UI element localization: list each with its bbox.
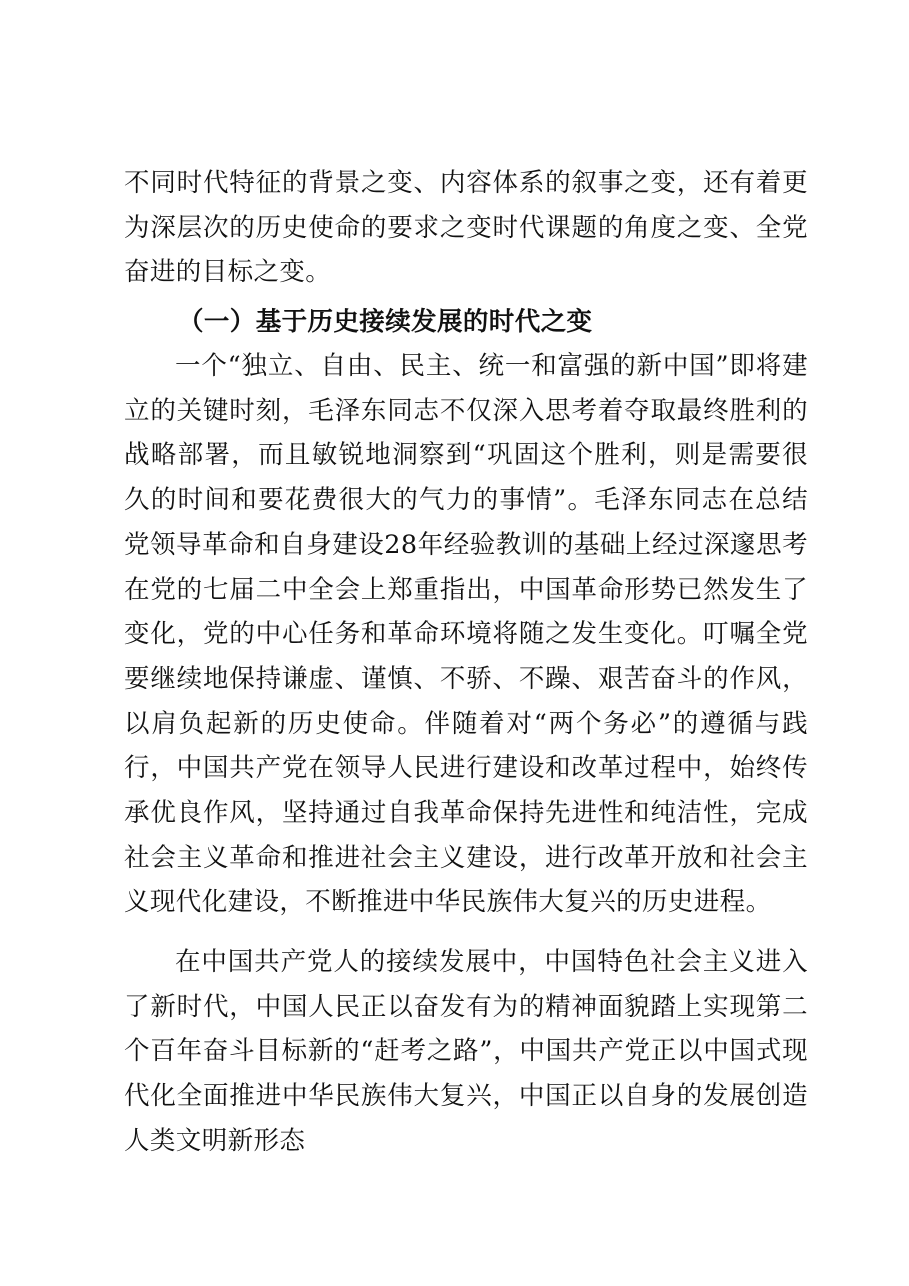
paragraph-body: 一个“独立、自由、民主、统一和富强的新中国”即将建立的关键时刻，毛泽东同志不仅深入思考着夺取最终胜利的战略部署，而且敏锐地洞察到“巩固这个胜利，则是需要很久的时间和要花费很大的气力的事情”。毛泽东同志在总结党领导革命和自身建设28年经验教训的基础上经过深邃思考在党的七届二中全会上郑重指出，中国革命形势已然发生了变化，党的中心任务和革命环境将随之发生变化。叮嘱全党要继续地保持谦虚、谨慎、不骄、不躁、艰苦奋斗的作风，以肩负起新的历史使命。伴随着对“两个务必”的遵循与践行，中国共产党在领导人民进行建设和改革过程中，始终传承优良作风，坚持通过自我革命保持先进性和纯洁性，完成社会主义革命和推进社会主义建设，进行改革开放和社会主义现代化建设，不断推进中华民族伟大复兴的历史进程。 <box>124 351 808 918</box>
section-heading: （一）基于历史接续发展的时代之变 <box>178 307 593 337</box>
paragraph-body-2: 在中国共产党人的接续发展中，中国特色社会主义进入了新时代，中国人民正以奋发有为的精神面貌踏上实现第二个百年奋斗目标新的“赶考之路”，中国共产党正以中国式现代化全面推进中华民族伟大复兴，中国正以自身的发展创造人类文明新形态 <box>124 947 808 1156</box>
paragraph-continuation: 不同时代特征的背景之变、内容体系的叙事之变，还有着更为深层次的历史使命的要求之变时代课题的角度之变、全党奋进的目标之变。 <box>124 168 808 288</box>
